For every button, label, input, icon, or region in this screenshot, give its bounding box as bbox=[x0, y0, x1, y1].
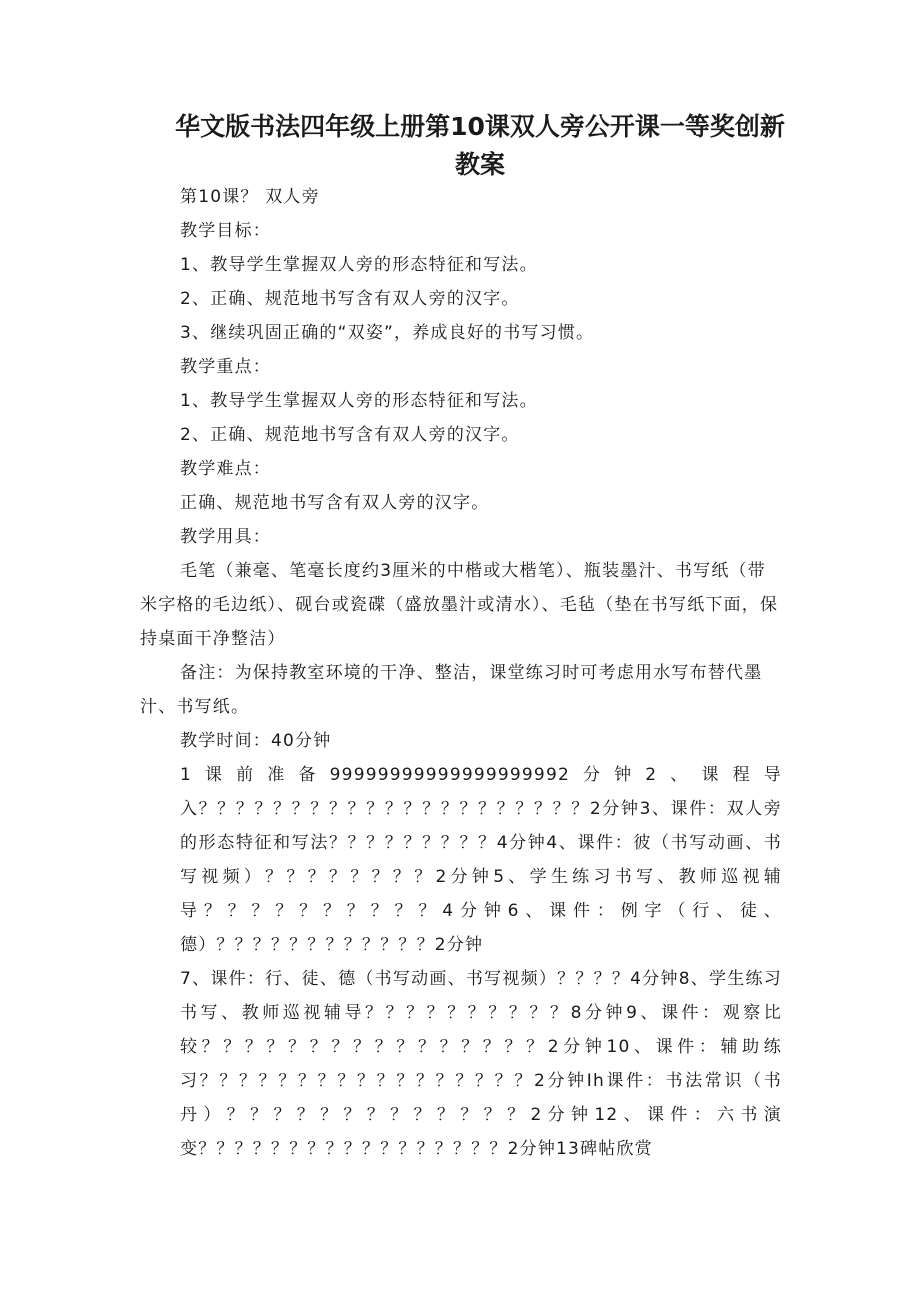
document-body bbox=[140, 180, 782, 1166]
difficulty-text: 正确、规范地书写含有双人旁的汉字。 bbox=[180, 493, 490, 513]
objectives-heading: 教学目标： bbox=[180, 221, 271, 241]
document-title bbox=[150, 108, 810, 184]
key-point-item: 2、正确、规范地书写含有双人旁的汉字。 bbox=[180, 425, 520, 445]
tools-text: 毛笔（兼毫、笔毫长度约3厘米的中楷或大楷笔）、瓶装墨汁、书写纸（带米字格的毛边纸）、砚台或瓷碟（盛放墨汁或清水）、毛毡（垫在书写纸下面，保持桌面干净整洁） bbox=[140, 561, 779, 649]
title-line-2: 教案 bbox=[454, 150, 505, 179]
objective-item: 2、正确、规范地书写含有双人旁的汉字。 bbox=[180, 289, 520, 309]
difficulty-heading: 教学难点： bbox=[180, 459, 271, 479]
key-points-heading: 教学重点： bbox=[180, 357, 271, 377]
schedule-block-2: 7、课件：行、徒、德（书写动画、书写视频）？？？？4分钟8、学生练习书写、教师巡视辅导？？？？？？？？？？8分钟9、课件：观察比较？？？？？？？？？？？？？？？？2分钟10、课件：辅助练习？？？？？？？？？？？？？？？？？2分钟Ih课件：书法常识（书丹）？？？？？？？？？？？？？2分钟12、课件：六书演变？？？？？？？？？？？？？？？？？2分钟13碑帖欣赏 bbox=[180, 969, 782, 1159]
note-text: 备注：为保持教室环境的干净、整洁，课堂练习时可考虑用水写布替代墨汁、书写纸。 bbox=[140, 663, 763, 717]
objective-item: 3、继续巩固正确的“双姿”，养成良好的书写习惯。 bbox=[180, 323, 595, 343]
tools-heading: 教学用具： bbox=[180, 527, 271, 547]
key-point-item: 1、教导学生掌握双人旁的形态特征和写法。 bbox=[180, 391, 538, 411]
objective-item: 1、教导学生掌握双人旁的形态特征和写法。 bbox=[180, 255, 538, 275]
lesson-heading: 第10课？ 双人旁 bbox=[180, 187, 320, 207]
time-text: 教学时间：40分钟 bbox=[180, 731, 332, 751]
title-line-1: 华文版书法四年级上册第10课双人旁公开课一等奖创新 bbox=[175, 112, 785, 141]
schedule-block-1: 1课前准备99999999999999999992分钟2、课程导入？？？？？？？？？？？？？？？？？？？？？2分钟3、课件：双人旁的形态特征和写法？？？？？？？？？4分钟4、课件：彼（书写动画、书写视频）？？？？？？？？2分钟5、学生练习书写、教师巡视辅导？？？？？？？？？？4分钟6、课件：例字（行、徒、德）？？？？？？？？？？？？2分钟 bbox=[180, 765, 782, 955]
